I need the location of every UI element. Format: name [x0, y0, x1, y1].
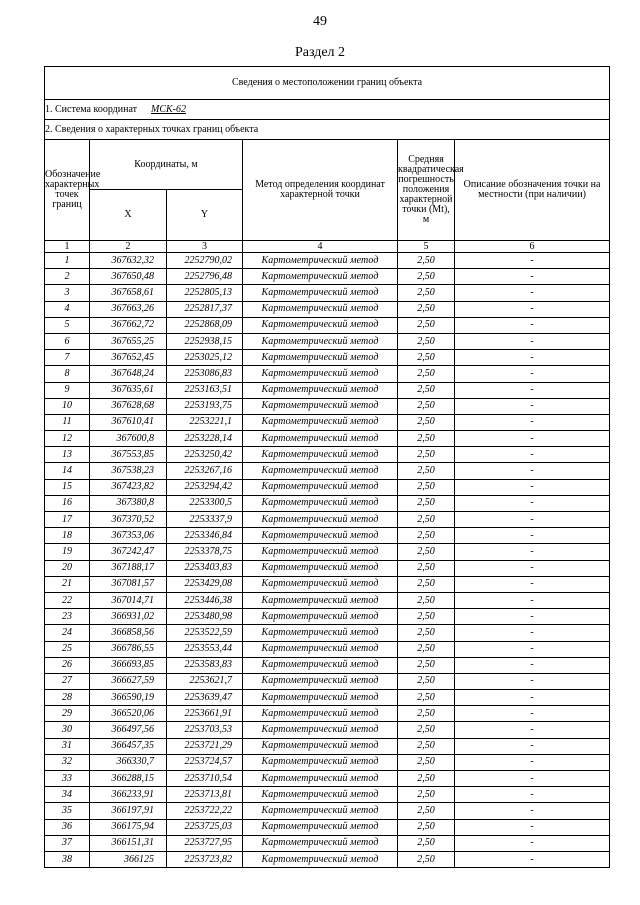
cell-coord-x: 367662,72 — [90, 317, 167, 333]
cell-description: - — [455, 641, 610, 657]
table-row — [45, 317, 610, 333]
cell-description: - — [455, 771, 610, 787]
cell-method: Картометрический метод — [243, 754, 398, 770]
cell-method: Картометрический метод — [243, 835, 398, 851]
table-row — [45, 269, 610, 285]
table-row — [45, 253, 610, 269]
cell-point-number: 11 — [45, 414, 90, 430]
section-title: Раздел 2 — [294, 45, 346, 60]
cell-error: 2,50 — [398, 738, 455, 754]
cell-description: - — [455, 754, 610, 770]
cell-coord-y: 2253721,29 — [167, 738, 243, 754]
cell-method: Картометрический метод — [243, 819, 398, 835]
cell-coord-y: 2253723,82 — [167, 851, 243, 867]
cell-coord-y: 2253583,83 — [167, 657, 243, 673]
cell-coord-y: 2253250,42 — [167, 447, 243, 463]
cell-coord-x: 367652,45 — [90, 350, 167, 366]
cell-description: - — [455, 625, 610, 641]
cell-description: - — [455, 479, 610, 495]
cell-method: Картометрический метод — [243, 253, 398, 269]
cell-coord-y: 2253221,1 — [167, 414, 243, 430]
cell-point-number: 30 — [45, 722, 90, 738]
cell-description: - — [455, 803, 610, 819]
cell-coord-x: 367658,61 — [90, 285, 167, 301]
cell-error: 2,50 — [398, 528, 455, 544]
cell-coord-y: 2253446,38 — [167, 592, 243, 608]
cell-description: - — [455, 382, 610, 398]
cell-description: - — [455, 690, 610, 706]
cell-coord-y: 2253639,47 — [167, 690, 243, 706]
cell-coord-y: 2253025,12 — [167, 350, 243, 366]
cell-error: 2,50 — [398, 463, 455, 479]
cell-point-number: 4 — [45, 301, 90, 317]
cell-coord-y: 2252938,15 — [167, 333, 243, 349]
cell-point-number: 21 — [45, 576, 90, 592]
cell-point-number: 26 — [45, 657, 90, 673]
cell-method: Картометрический метод — [243, 560, 398, 576]
cell-description: - — [455, 269, 610, 285]
cell-description: - — [455, 366, 610, 382]
cell-coord-y: 2253228,14 — [167, 431, 243, 447]
table-row — [45, 463, 610, 479]
cell-point-number: 14 — [45, 463, 90, 479]
cell-description: - — [455, 512, 610, 528]
cell-coord-x: 366590,19 — [90, 690, 167, 706]
cell-description: - — [455, 609, 610, 625]
cell-method: Картометрический метод — [243, 576, 398, 592]
cell-method: Картометрический метод — [243, 706, 398, 722]
cell-description: - — [455, 333, 610, 349]
header-point-id: Обозначение характерных точек границ — [45, 140, 90, 241]
cell-coord-y: 2253703,53 — [167, 722, 243, 738]
table-row — [45, 560, 610, 576]
cell-error: 2,50 — [398, 431, 455, 447]
cell-coord-x: 367628,68 — [90, 398, 167, 414]
table-row — [45, 673, 610, 689]
coordinate-system-value: МСК-62 — [151, 103, 187, 115]
cell-description: - — [455, 592, 610, 608]
cell-description: - — [455, 414, 610, 430]
cell-coord-y: 2252805,13 — [167, 285, 243, 301]
cell-coord-x: 366858,56 — [90, 625, 167, 641]
cell-point-number: 7 — [45, 350, 90, 366]
table-row — [45, 706, 610, 722]
cell-coord-y: 2253267,16 — [167, 463, 243, 479]
cell-coord-y: 2253722,22 — [167, 803, 243, 819]
cell-error: 2,50 — [398, 609, 455, 625]
cell-coord-y: 2253621,7 — [167, 673, 243, 689]
cell-error: 2,50 — [398, 690, 455, 706]
cell-point-number: 27 — [45, 673, 90, 689]
cell-coord-x: 366786,55 — [90, 641, 167, 657]
cell-point-number: 22 — [45, 592, 90, 608]
cell-error: 2,50 — [398, 771, 455, 787]
table-title: Сведения о местоположении границ объекта — [45, 67, 610, 100]
cell-method: Картометрический метод — [243, 301, 398, 317]
cell-coord-y: 2253727,95 — [167, 835, 243, 851]
cell-error: 2,50 — [398, 414, 455, 430]
cell-coord-y: 2252790,02 — [167, 253, 243, 269]
cell-error: 2,50 — [398, 787, 455, 803]
cell-error: 2,50 — [398, 657, 455, 673]
table-row — [45, 414, 610, 430]
cell-point-number: 6 — [45, 333, 90, 349]
header-description: Описание обозначения точки на местности (при наличии) — [455, 140, 610, 241]
table-row — [45, 576, 610, 592]
cell-coord-x: 366931,02 — [90, 609, 167, 625]
table-row — [45, 447, 610, 463]
table-row — [45, 592, 610, 608]
cell-method: Картометрический метод — [243, 722, 398, 738]
cell-coord-x: 366330,7 — [90, 754, 167, 770]
table-row — [45, 544, 610, 560]
cell-coord-y: 2253725,03 — [167, 819, 243, 835]
table-row — [45, 431, 610, 447]
cell-point-number: 28 — [45, 690, 90, 706]
table-row — [45, 495, 610, 511]
cell-error: 2,50 — [398, 835, 455, 851]
cell-coord-y: 2253346,84 — [167, 528, 243, 544]
table-row — [45, 382, 610, 398]
cell-point-number: 16 — [45, 495, 90, 511]
cell-point-number: 3 — [45, 285, 90, 301]
cell-method: Картометрический метод — [243, 771, 398, 787]
cell-coord-x: 366125 — [90, 851, 167, 867]
cell-coord-x: 366497,56 — [90, 722, 167, 738]
cell-coord-x: 367632,32 — [90, 253, 167, 269]
cell-point-number: 24 — [45, 625, 90, 641]
table-row — [45, 625, 610, 641]
cell-coord-x: 366197,91 — [90, 803, 167, 819]
cell-error: 2,50 — [398, 301, 455, 317]
cell-point-number: 5 — [45, 317, 90, 333]
cell-point-number: 38 — [45, 851, 90, 867]
cell-description: - — [455, 673, 610, 689]
table-row — [45, 366, 610, 382]
cell-method: Картометрический метод — [243, 350, 398, 366]
cell-method: Картометрический метод — [243, 398, 398, 414]
cell-method: Картометрический метод — [243, 512, 398, 528]
cell-description: - — [455, 657, 610, 673]
cell-coord-y: 2252817,37 — [167, 301, 243, 317]
cell-error: 2,50 — [398, 641, 455, 657]
cell-description: - — [455, 851, 610, 867]
cell-coord-x: 367242,47 — [90, 544, 167, 560]
cell-method: Картометрический метод — [243, 495, 398, 511]
table-row — [45, 754, 610, 770]
cell-coord-x: 367353,06 — [90, 528, 167, 544]
cell-description: - — [455, 447, 610, 463]
cell-description: - — [455, 463, 610, 479]
cell-point-number: 19 — [45, 544, 90, 560]
cell-coord-x: 367014,71 — [90, 592, 167, 608]
cell-coord-y: 2253193,75 — [167, 398, 243, 414]
cell-error: 2,50 — [398, 819, 455, 835]
cell-coord-x: 366693,85 — [90, 657, 167, 673]
points-section-label: 2. Сведения о характерных точках границ объекта — [45, 120, 610, 140]
cell-method: Картометрический метод — [243, 657, 398, 673]
cell-error: 2,50 — [398, 560, 455, 576]
cell-method: Картометрический метод — [243, 463, 398, 479]
cell-coord-y: 2253337,9 — [167, 512, 243, 528]
cell-coord-x: 366151,31 — [90, 835, 167, 851]
cell-coord-y: 2253294,42 — [167, 479, 243, 495]
cell-point-number: 15 — [45, 479, 90, 495]
table-row — [45, 398, 610, 414]
cell-coord-y: 2253300,5 — [167, 495, 243, 511]
cell-method: Картометрический метод — [243, 787, 398, 803]
cell-description: - — [455, 495, 610, 511]
cell-error: 2,50 — [398, 706, 455, 722]
cell-error: 2,50 — [398, 512, 455, 528]
cell-description: - — [455, 317, 610, 333]
cell-point-number: 31 — [45, 738, 90, 754]
table-row — [45, 738, 610, 754]
cell-point-number: 23 — [45, 609, 90, 625]
cell-coord-x: 367655,25 — [90, 333, 167, 349]
table-row — [45, 609, 610, 625]
cell-error: 2,50 — [398, 673, 455, 689]
table-row — [45, 722, 610, 738]
cell-method: Картометрический метод — [243, 269, 398, 285]
cell-description: - — [455, 738, 610, 754]
cell-error: 2,50 — [398, 366, 455, 382]
cell-coord-y: 2253163,51 — [167, 382, 243, 398]
column-number-5: 5 — [398, 241, 455, 253]
cell-description: - — [455, 560, 610, 576]
table-row — [45, 787, 610, 803]
table-row — [45, 350, 610, 366]
cell-point-number: 33 — [45, 771, 90, 787]
cell-error: 2,50 — [398, 803, 455, 819]
table-row — [45, 690, 610, 706]
cell-error: 2,50 — [398, 479, 455, 495]
table-row — [45, 641, 610, 657]
cell-error: 2,50 — [398, 851, 455, 867]
cell-coord-y: 2253403,83 — [167, 560, 243, 576]
cell-coord-x: 367610,41 — [90, 414, 167, 430]
coordinate-system-row — [45, 100, 610, 120]
table-row — [45, 285, 610, 301]
cell-coord-y: 2253378,75 — [167, 544, 243, 560]
cell-error: 2,50 — [398, 592, 455, 608]
cell-point-number: 1 — [45, 253, 90, 269]
cell-description: - — [455, 544, 610, 560]
cell-error: 2,50 — [398, 269, 455, 285]
cell-error: 2,50 — [398, 382, 455, 398]
cell-point-number: 34 — [45, 787, 90, 803]
cell-coord-x: 366627,59 — [90, 673, 167, 689]
cell-error: 2,50 — [398, 495, 455, 511]
cell-description: - — [455, 350, 610, 366]
header-method: Метод определения координат характерной точки — [243, 140, 398, 241]
cell-coord-x: 367635,61 — [90, 382, 167, 398]
cell-error: 2,50 — [398, 722, 455, 738]
header-y: Y — [167, 190, 243, 241]
cell-description: - — [455, 819, 610, 835]
header-error: Средняя квадратическая погрешность положения характерной точки (Mt), м — [398, 140, 455, 241]
cell-coord-y: 2252796,48 — [167, 269, 243, 285]
cell-point-number: 2 — [45, 269, 90, 285]
cell-point-number: 37 — [45, 835, 90, 851]
cell-coord-x: 366520,06 — [90, 706, 167, 722]
column-number-2: 2 — [90, 241, 167, 253]
cell-description: - — [455, 576, 610, 592]
cell-coord-x: 367538,23 — [90, 463, 167, 479]
cell-error: 2,50 — [398, 754, 455, 770]
cell-description: - — [455, 722, 610, 738]
cell-method: Картометрический метод — [243, 625, 398, 641]
cell-coord-y: 2253661,91 — [167, 706, 243, 722]
cell-coord-y: 2253553,44 — [167, 641, 243, 657]
column-number-6: 6 — [455, 241, 610, 253]
cell-coord-x: 366233,91 — [90, 787, 167, 803]
cell-point-number: 35 — [45, 803, 90, 819]
cell-point-number: 9 — [45, 382, 90, 398]
column-number-3: 3 — [167, 241, 243, 253]
cell-method: Картометрический метод — [243, 609, 398, 625]
cell-method: Картометрический метод — [243, 673, 398, 689]
cell-point-number: 17 — [45, 512, 90, 528]
table-row — [45, 819, 610, 835]
cell-method: Картометрический метод — [243, 641, 398, 657]
cell-coord-x: 367650,48 — [90, 269, 167, 285]
cell-error: 2,50 — [398, 253, 455, 269]
cell-error: 2,50 — [398, 333, 455, 349]
cell-coord-x: 367370,52 — [90, 512, 167, 528]
page-number: 49 — [313, 14, 327, 29]
cell-point-number: 20 — [45, 560, 90, 576]
cell-error: 2,50 — [398, 447, 455, 463]
cell-coord-y: 2253713,81 — [167, 787, 243, 803]
table-row — [45, 479, 610, 495]
column-number-4: 4 — [243, 241, 398, 253]
cell-coord-x: 367188,17 — [90, 560, 167, 576]
cell-method: Картометрический метод — [243, 738, 398, 754]
cell-method: Картометрический метод — [243, 382, 398, 398]
cell-coord-y: 2253710,54 — [167, 771, 243, 787]
cell-coord-x: 367553,85 — [90, 447, 167, 463]
cell-coord-x: 367663,26 — [90, 301, 167, 317]
table-row — [45, 657, 610, 673]
cell-coord-x: 367648,24 — [90, 366, 167, 382]
cell-point-number: 13 — [45, 447, 90, 463]
cell-coord-x: 366288,15 — [90, 771, 167, 787]
cell-description: - — [455, 431, 610, 447]
cell-coord-y: 2253724,57 — [167, 754, 243, 770]
cell-method: Картометрический метод — [243, 803, 398, 819]
cell-method: Картометрический метод — [243, 317, 398, 333]
cell-coord-x: 367081,57 — [90, 576, 167, 592]
cell-method: Картометрический метод — [243, 285, 398, 301]
cell-coord-y: 2253522,59 — [167, 625, 243, 641]
cell-method: Картометрический метод — [243, 690, 398, 706]
boundary-points-table — [44, 66, 610, 868]
cell-error: 2,50 — [398, 285, 455, 301]
table-row — [45, 851, 610, 867]
table-row — [45, 301, 610, 317]
cell-coord-x: 367423,82 — [90, 479, 167, 495]
table-row — [45, 803, 610, 819]
cell-method: Картометрический метод — [243, 479, 398, 495]
coordinate-system-label: 1. Система координат — [45, 103, 138, 115]
table-row — [45, 528, 610, 544]
table-row — [45, 835, 610, 851]
cell-description: - — [455, 301, 610, 317]
cell-point-number: 12 — [45, 431, 90, 447]
cell-description: - — [455, 706, 610, 722]
cell-description: - — [455, 787, 610, 803]
cell-method: Картометрический метод — [243, 447, 398, 463]
cell-coord-y: 2253086,83 — [167, 366, 243, 382]
cell-point-number: 18 — [45, 528, 90, 544]
table-row — [45, 771, 610, 787]
cell-coord-x: 367600,8 — [90, 431, 167, 447]
cell-method: Картометрический метод — [243, 414, 398, 430]
table-row — [45, 333, 610, 349]
cell-method: Картометрический метод — [243, 851, 398, 867]
cell-coord-x: 367380,8 — [90, 495, 167, 511]
cell-point-number: 8 — [45, 366, 90, 382]
cell-coord-y: 2252868,09 — [167, 317, 243, 333]
cell-point-number: 36 — [45, 819, 90, 835]
cell-method: Картометрический метод — [243, 431, 398, 447]
cell-error: 2,50 — [398, 317, 455, 333]
cell-point-number: 29 — [45, 706, 90, 722]
column-number-1: 1 — [45, 241, 90, 253]
cell-description: - — [455, 528, 610, 544]
cell-coord-x: 366175,94 — [90, 819, 167, 835]
cell-method: Картометрический метод — [243, 366, 398, 382]
cell-error: 2,50 — [398, 398, 455, 414]
cell-description: - — [455, 835, 610, 851]
cell-error: 2,50 — [398, 625, 455, 641]
cell-coord-y: 2253429,08 — [167, 576, 243, 592]
cell-method: Картометрический метод — [243, 544, 398, 560]
cell-method: Картометрический метод — [243, 592, 398, 608]
cell-method: Картометрический метод — [243, 333, 398, 349]
cell-error: 2,50 — [398, 350, 455, 366]
cell-error: 2,50 — [398, 544, 455, 560]
cell-point-number: 10 — [45, 398, 90, 414]
cell-description: - — [455, 398, 610, 414]
cell-method: Картометрический метод — [243, 528, 398, 544]
cell-description: - — [455, 285, 610, 301]
cell-error: 2,50 — [398, 576, 455, 592]
cell-point-number: 32 — [45, 754, 90, 770]
cell-coord-y: 2253480,98 — [167, 609, 243, 625]
table-row — [45, 512, 610, 528]
cell-coord-x: 366457,35 — [90, 738, 167, 754]
header-coordinates: Координаты, м — [90, 140, 243, 190]
cell-point-number: 25 — [45, 641, 90, 657]
header-x: X — [90, 190, 167, 241]
cell-description: - — [455, 253, 610, 269]
